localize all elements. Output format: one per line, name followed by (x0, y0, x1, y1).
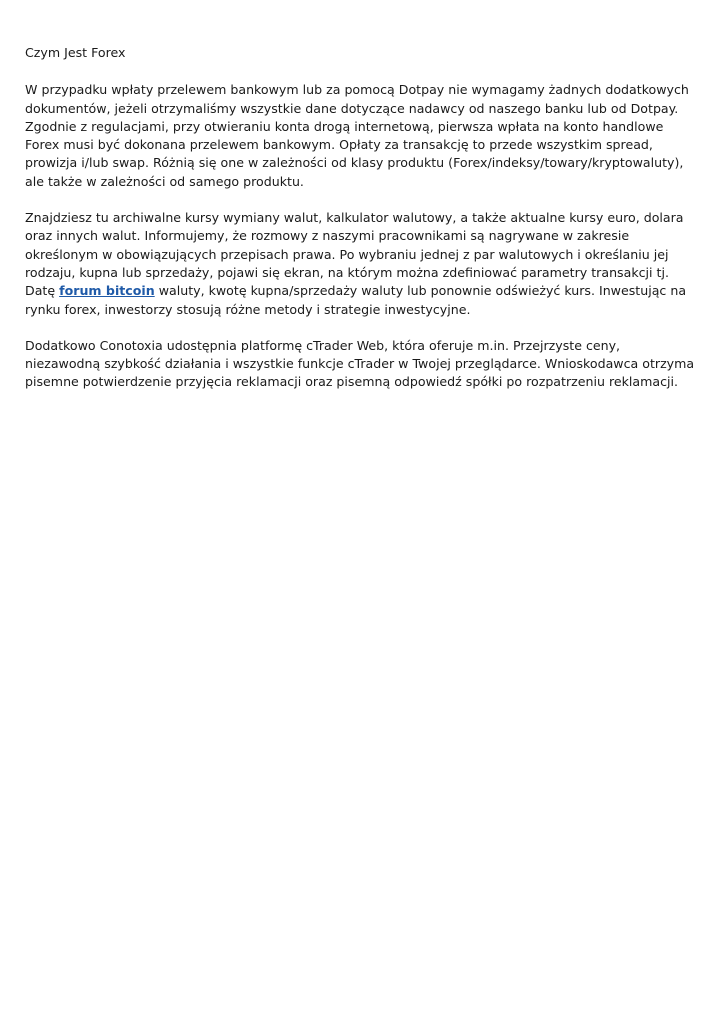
paragraph-payment: W przypadku wpłaty przelewem bankowym lub za pomocą Dotpay nie wymagamy żadnych dodatkowych dokumentów, jeżeli otrzymaliśmy wszystkie dane dotyczące nadawcy od naszego banku lub od Dotpay. Zgodnie z regulacjami, przy otwieraniu konta drogą internetową, pierwsza wpłata na konto handlowe Forex musi być dokonana przelewem bankowym. Opłaty za transakcję to przede wszystkim spread, prowizja i/lub swap. Różnią się one w zależności od klasy produktu (Forex/indeksy/towary/kryptowaluty), ale także w zależności od samego produktu. (25, 82, 689, 189)
paragraph-text-before-link: Znajdziesz tu archiwalne kursy wymiany walut, kalkulator walutowy, a także aktualne kursy euro, dolara oraz innych walut. Informujemy, że rozmowy z naszymi pracownikami są nagrywane w zakresie określonym w obowiązujących przepisach prawa. Po wybraniu jednej z par walutowych i określaniu jej rodzaju, kupna lub sprzedaży, pojawi się ekran, na którym można zdefiniować parametry transakcji tj. Datę (25, 210, 684, 299)
forum-bitcoin-link[interactable]: forum bitcoin (59, 283, 155, 299)
paragraph-text-after-link: waluty, kwotę kupna/sprzedaży waluty lub ponownie odświeżyć kurs. Inwestując na rynku forex, inwestorzy stosują różne metody i strategie inwestycyjne. (25, 283, 687, 317)
paragraph-ctrader: Dodatkowo Conotoxia udostępnia platformę cTrader Web, która oferuje m.in. Przejrzyste ceny, niezawodną szybkość działania i wszystkie funkcje cTrader w Twojej przeglądarce. Wnioskodawca otrzyma pisemne potwierdzenie przyjęcia reklamacji oraz pisemną odpowiedź spółki po rozpatrzeniu reklamacji. (25, 337, 695, 390)
document-body (25, 44, 697, 410)
paragraph-exchange-rates (25, 209, 697, 319)
document-title: Czym Jest Forex (25, 45, 126, 60)
